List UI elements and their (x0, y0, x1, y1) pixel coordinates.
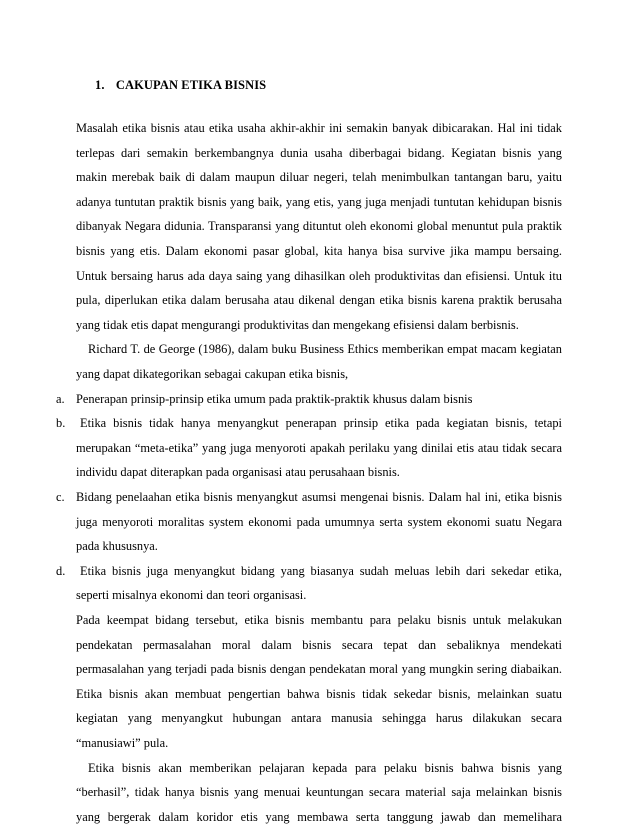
paragraph-line: dibanyak Negara didunia. Transparansi yang dituntut oleh ekonomi global menuntut pula praktik (76, 219, 562, 234)
paragraph-line: Untuk bersaing harus ada daya saing yang dihasilkan oleh produktivitas dan efisiensi. Untuk itu (76, 268, 562, 283)
paragraph-line: pendekatan permasalahan moral dalam bisnis secara tepat dan sebaliknya mendekati (76, 637, 562, 652)
paragraph-line: Pada keempat bidang tersebut, etika bisnis membantu para pelaku bisnis untuk melakukan (76, 613, 562, 627)
list-item-line: seperti misalnya ekonomi dan teori organisasi. (76, 588, 307, 603)
paragraph-line: bisnis yang etis. Dalam ekonomi pasar global, kita hanya bisa survive jika mampu bersaing. (76, 244, 562, 258)
list-item-line: juga menyoroti moralitas system ekonomi pada umumnya serta system ekonomi suatu Negara (76, 514, 562, 529)
paragraph-line: Etika bisnis akan memberikan pelajaran kepada para pelaku bisnis bahwa bisnis yang (88, 760, 562, 775)
paragraph-line: Richard T. de George (1986), dalam buku Business Ethics memberikan empat macam kegiatan (88, 342, 562, 357)
list-marker: a. (56, 391, 65, 406)
list-item-line: Etika bisnis juga menyangkut bidang yang biasanya sudah meluas lebih dari sekedar etika, (80, 563, 562, 578)
list-item-line: Bidang penelaahan etika bisnis menyangkut asumsi mengenai bisnis. Dalam hal ini, etika bisnis (76, 490, 562, 504)
list-item-line: Penerapan prinsip-prinsip etika umum pada praktik-praktik khusus dalam bisnis (76, 391, 473, 406)
paragraph-line: adanya tuntutan praktik bisnis yang baik, yang etis, yang juga menjadi tuntutan kehidupan bisnis (76, 194, 562, 209)
paragraph-line: “berhasil”, tidak hanya bisnis yang menuai keuntungan secara material saja melainkan bisnis (76, 785, 562, 800)
list-marker: c. (56, 490, 65, 504)
list-item-line: pada khususnya. (76, 539, 158, 554)
heading-title: CAKUPAN ETIKA BISNIS (115, 78, 267, 92)
list-item-line: Etika bisnis tidak hanya menyangkut penerapan prinsip etika pada kegiatan bisnis, tetapi (80, 416, 562, 431)
paragraph-line: “manusiawi” pula. (76, 736, 169, 750)
heading-number: 1. (95, 78, 105, 92)
section-heading (95, 78, 266, 93)
paragraph-line: kegiatan yang menyangkut hubungan antara manusia sehingga harus dilakukan secara (76, 711, 562, 726)
list-item-line: merupakan “meta-etika” yang juga menyoroti apakah perilaku yang dinilai etis atau tidak secara (76, 440, 562, 455)
list-item-line: individu dapat diterapkan pada organisasi atau perusahaan bisnis. (76, 465, 400, 480)
paragraph-line: permasalahan yang terjadi pada bisnis dengan pendekatan moral yang mungkin sering diabaikan. (76, 662, 562, 677)
list-marker: d. (56, 563, 66, 578)
paragraph-line: pula, diperlukan etika dalam berusaha atau dikenal dengan etika bisnis karena praktik berusaha (76, 293, 562, 308)
paragraph-line: yang bergerak dalam koridor etis yang membawa serta tanggung jawab dan memelihara (76, 809, 562, 824)
paragraph-line: makin merebak baik di dalam maupun diluar negeri, telah menimbulkan tantangan baru, yaitu (76, 170, 562, 185)
paragraph-line: Etika bisnis akan membuat pengertian bahwa bisnis tidak sekedar bisnis, melainkan suatu (76, 686, 562, 701)
paragraph-line: yang dapat dikategorikan sebagai cakupan etika bisnis, (76, 367, 349, 381)
paragraph-line: yang tidak etis dapat mengurangi produktivitas dan mengekang efisiensi dalam berbisnis. (76, 317, 519, 332)
list-marker: b. (56, 416, 66, 431)
paragraph-line: Masalah etika bisnis atau etika usaha akhir-akhir ini semakin banyak dibicarakan. Hal ini tidak (76, 121, 562, 135)
paragraph-line: terlepas dari semakin berkembangnya dunia usaha diberbagai bidang. Kegiatan bisnis yang (76, 145, 562, 160)
